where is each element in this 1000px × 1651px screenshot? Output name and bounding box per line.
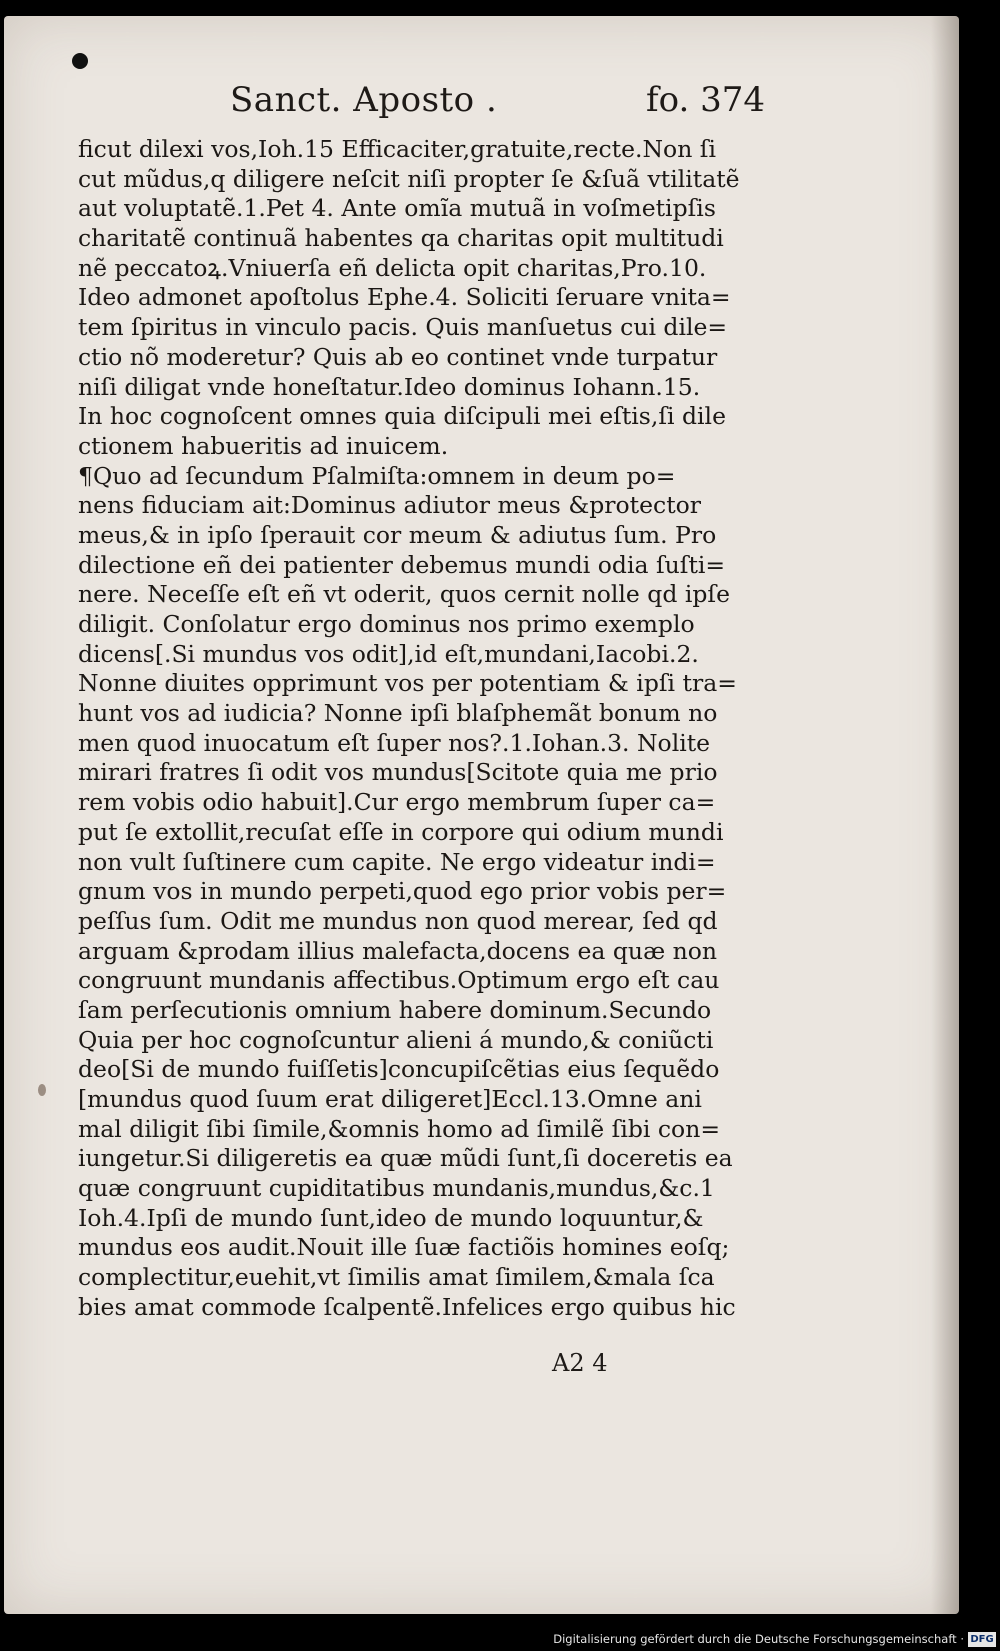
text-line-content: niſi diligat vnde honeſtatur.Ideo dominus Iohann.15. xyxy=(78,372,701,401)
text-line xyxy=(78,1233,758,1263)
text-line xyxy=(78,610,758,640)
text-line xyxy=(78,462,758,492)
text-line-content: nẽ peccatoꝝ.Vniuerſa eñ delicta opit charitas,Pro.10. xyxy=(78,253,707,282)
text-line xyxy=(78,1263,758,1293)
text-line xyxy=(78,966,758,996)
text-line xyxy=(78,491,758,521)
text-line-content: mal diligit ſibi ſimile,&omnis homo ad ſimilẽ ſibi con= xyxy=(78,1114,721,1143)
running-title: Sanct. Aposto . xyxy=(230,80,498,120)
text-line xyxy=(78,521,758,551)
text-line xyxy=(78,996,758,1026)
text-line-content: deo[Si de mundo fuiſſetis]concupiſcẽtias eius ſequẽdo xyxy=(78,1055,720,1084)
text-line xyxy=(78,135,758,165)
text-line xyxy=(78,818,758,848)
text-line-content: iungetur.Si diligeretis ea quæ mũdi ſunt,ſi doceretis ea xyxy=(78,1144,733,1173)
text-line-content: dicens[.Si mundus vos odit],id eſt,mundani,Iacobi.2. xyxy=(78,639,699,668)
text-line xyxy=(78,402,758,432)
folio-number: fo. 374 xyxy=(646,80,765,120)
text-line-content: tem ſpiritus in vinculo pacis. Quis manſuetus cui dile= xyxy=(78,313,728,342)
text-line-content: diligit. Conſolatur ergo dominus nos primo exemplo xyxy=(78,610,695,638)
text-line xyxy=(78,194,758,224)
text-line xyxy=(78,313,758,343)
text-line xyxy=(78,224,758,254)
text-line-content: ¶Quo ad ſecundum Pſalmiſta:omnem in deum po= xyxy=(78,461,676,490)
binding-hole xyxy=(72,53,88,69)
text-line-content: charitatẽ continuã habentes qa charitas opit multitudi xyxy=(78,224,724,253)
text-line-content: ctio nõ moderetur? Quis ab eo continet vnde turpatur xyxy=(78,342,718,371)
text-line-content: In hoc cognoſcent omnes quia diſcipuli mei eſtis,ſi dile xyxy=(78,402,726,431)
text-line xyxy=(78,1204,758,1234)
text-line xyxy=(78,758,758,788)
signature-mark: A2 4 xyxy=(552,1349,608,1377)
body-text xyxy=(78,135,758,1323)
text-line xyxy=(78,1174,758,1204)
text-line xyxy=(78,907,758,937)
text-line xyxy=(78,373,758,403)
text-line-content: cut mũdus,q diligere neſcit niſi propter ſe &ſuã vtilitatẽ xyxy=(78,164,740,193)
text-line xyxy=(78,1115,758,1145)
text-line-content: Nonne diuites opprimunt vos per potentiam & ipſi tra= xyxy=(78,669,737,698)
text-line-content: [mundus quod ſuum erat diligeret]Eccl.13.Omne ani xyxy=(78,1085,702,1113)
text-line-content: aut voluptatẽ.1.Pet 4. Ante omĩa mutuã in voſmetipſis xyxy=(78,194,716,223)
text-line-content: men quod inuocatum eſt ſuper nos?.1.Iohan.3. Nolite xyxy=(78,728,711,757)
text-line-content: mundus eos audit.Nouit ille ſuæ factiõis homines eoſq; xyxy=(78,1233,730,1262)
text-line xyxy=(78,1055,758,1085)
text-line-content: put ſe extollit,recuſat eſſe in corpore qui odium mundi xyxy=(78,817,724,846)
dfg-logo: DFG xyxy=(968,1632,996,1647)
text-line-content: Ioh.4.Ipſi de mundo ſunt,ideo de mundo loquuntur,& xyxy=(78,1203,704,1232)
text-line xyxy=(78,877,758,907)
text-line-content: hunt vos ad iudicia? Nonne ipſi blaſphemãt bonum no xyxy=(78,699,718,728)
text-line-content: quæ congruunt cupiditatibus mundanis,mundus,&c.1 xyxy=(78,1174,715,1203)
paper-speck xyxy=(38,1084,46,1096)
text-line-content: mirari fratres ſi odit vos mundus[Scitote quia me prio xyxy=(78,758,718,787)
text-line xyxy=(78,699,758,729)
text-line xyxy=(78,729,758,759)
text-line xyxy=(78,1144,758,1174)
text-line xyxy=(78,1085,758,1115)
text-line-content: dilectione eñ dei patienter debemus mundi odia ſuſti= xyxy=(78,550,726,579)
text-line xyxy=(78,580,758,610)
text-line-content: nens fiduciam ait:Dominus adiutor meus &protector xyxy=(78,491,702,520)
text-line xyxy=(78,937,758,967)
text-line xyxy=(78,165,758,195)
text-line-content: Quia per hoc cognoſcuntur alieni á mundo,& coniũcti xyxy=(78,1025,714,1054)
text-line-content: bies amat commode ſcalpentẽ.Infelices ergo quibus hic xyxy=(78,1292,736,1321)
text-line-content: gnum vos in mundo perpeti,quod ego prior vobis per= xyxy=(78,877,727,906)
text-line xyxy=(78,551,758,581)
text-line xyxy=(78,254,758,284)
text-line-content: non vult ſuſtinere cum capite. Ne ergo videatur indi= xyxy=(78,847,716,876)
text-line-content: complectitur,euehit,vt ſimilis amat ſimilem,&mala ſca xyxy=(78,1263,715,1292)
text-line-content: arguam &prodam illius malefacta,docens ea quæ non xyxy=(78,936,718,965)
text-line xyxy=(78,1293,758,1323)
text-line-content: rem vobis odio habuit].Cur ergo membrum ſuper ca= xyxy=(78,788,716,817)
text-line-content: nere. Neceſſe eſt eñ vt oderit, quos cernit nolle qd ipſe xyxy=(78,580,731,609)
text-line xyxy=(78,1026,758,1056)
text-line-content: meus,& in ipſo ſperauit cor meum & adiutus ſum. Pro xyxy=(78,520,717,549)
text-line-content: Ideo admonet apoſtolus Ephe.4. Soliciti ſeruare vnita= xyxy=(78,283,731,312)
text-line-content: peſſus ſum. Odit me mundus non quod merear, ſed qd xyxy=(78,906,718,935)
text-line xyxy=(78,669,758,699)
text-line xyxy=(78,640,758,670)
digitization-credit: Digitalisierung gefördert durch die Deutsche Forschungsgemeinschaft · xyxy=(553,1632,964,1646)
text-line xyxy=(78,788,758,818)
text-line xyxy=(78,283,758,313)
text-line xyxy=(78,343,758,373)
text-line-content: congruunt mundanis affectibus.Optimum ergo eſt cau xyxy=(78,966,720,995)
text-line-content: ctionem habueritis ad inuicem. xyxy=(78,431,449,460)
text-line-content: ſam perſecutionis omnium habere dominum.Secundo xyxy=(78,995,712,1024)
text-line-content: ficut dilexi vos,Ioh.15 Efficaciter,gratuite,recte.Non ſi xyxy=(78,135,717,163)
text-line xyxy=(78,432,758,462)
text-line xyxy=(78,848,758,878)
